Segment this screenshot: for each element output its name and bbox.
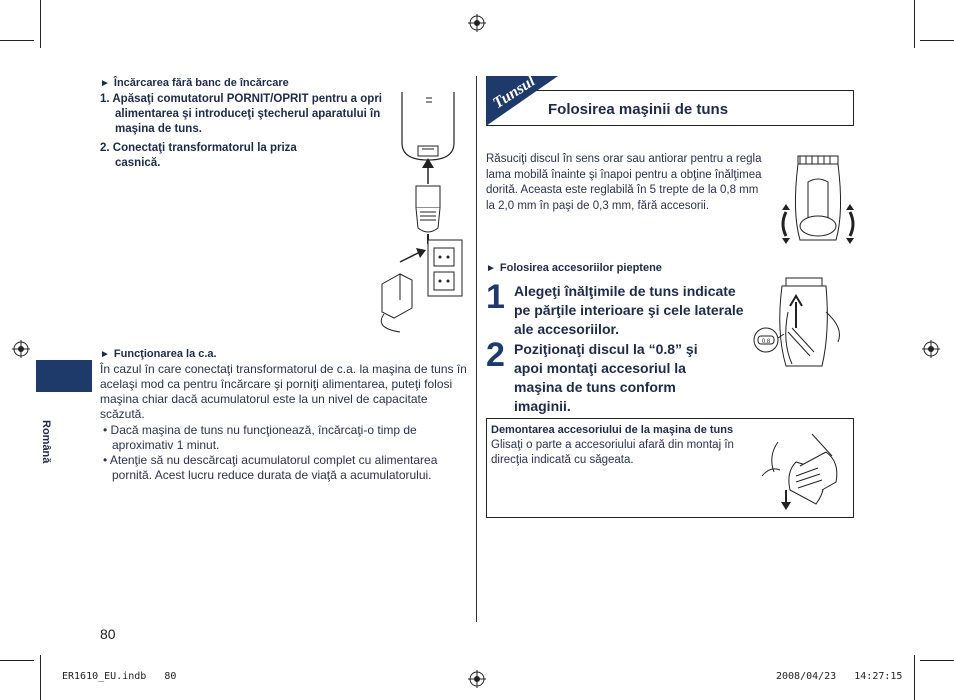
language-tab-label: Română [40, 420, 52, 464]
crop-mark [0, 660, 34, 661]
removal-heading: Demontarea accesoriului de la maşina de tuns [491, 424, 734, 436]
removal-illustration [756, 432, 850, 514]
step-1-text: Alegeţi înălţimile de tuns indicate pe părţile interioare şi cele laterale ale accesoriilor. [514, 283, 744, 337]
footer-timestamp: 2008/04/23 14:27:15 [776, 671, 903, 682]
crop-mark [914, 0, 915, 48]
ac-heading: ► Funcţionarea la c.a. [100, 348, 400, 360]
crop-mark [920, 40, 954, 41]
section-corner-label: Tunsul [490, 72, 539, 113]
clipper-dial-illustration [778, 152, 858, 248]
charging-illustration [370, 88, 470, 338]
column-divider [476, 76, 477, 622]
step-2-number: 2 [486, 336, 505, 374]
ac-paragraph: În cazul în care conectaţi transformatorul de c.a. la maşina de tuns în acelaşi mod ca pentru încărcare şi porniţi alimentarea, puteţi folosi maşina chiar dacă acumulatorul este la un nivel de capacitate scăzută. [100, 362, 467, 421]
registration-mark-icon [468, 670, 486, 688]
dial-label: 0.8 [761, 339, 771, 345]
crop-mark [40, 655, 41, 700]
ac-bullet-2: • Atenţie să nu descărcaţi acumulatorul complet cu alimentarea pornită. Acest lucru reduce durata de viaţă a acumulatorului. [103, 453, 438, 482]
step-1-number: 1 [486, 278, 505, 316]
crop-mark [40, 0, 41, 48]
page-number: 80 [100, 626, 116, 642]
comb-attach-illustration [752, 272, 848, 372]
comb-heading: ► Folosirea accesoriilor pieptene [486, 262, 766, 274]
charge-step-2: 2. Conectaţi transformatorul la priza casnică. [100, 142, 297, 169]
registration-mark-icon [922, 340, 940, 358]
charge-step-1: 1. Apăsaţi comutatorul PORNIT/OPRIT pentru a opri alimentarea şi introduceţi ştecherul aparatului în maşina de tuns. [100, 93, 382, 135]
charge-steps [100, 92, 382, 171]
step-2-text: Poziţionaţi discul la “0.8” şi apoi montaţi accesoriul la maşina de tuns conform imaginii. [514, 341, 698, 414]
crop-mark [0, 40, 34, 41]
language-tab [36, 360, 92, 392]
section-title: Folosirea maşinii de tuns [548, 101, 729, 118]
footer-file: ER1610_EU.indb 80 [62, 671, 177, 682]
removal-text: Glisaţi o parte a accesoriului afară din montaj în direcţia indicată cu săgeata. [491, 439, 734, 466]
intro-paragraph: Răsuciţi discul în sens orar sau antiorar pentru a regla lama mobilă înainte şi înapoi pentru a obţine înălţimea dorită. Aceasta este reglabilă în 5 trepte de la 0,8 mm la 2,0 mm în paşi de 0,3 mm, fără accesorii. [486, 153, 762, 212]
registration-mark-icon [12, 340, 30, 358]
ac-bullets [100, 423, 470, 483]
ac-bullet-1: • Dacă maşina de tuns nu funcţionează, încărcaţi-o timp de aproximativ 1 minut. [103, 423, 417, 452]
charge-heading: ► Încărcarea fără banc de încărcare [100, 77, 400, 89]
registration-mark-icon [468, 14, 486, 32]
crop-mark [920, 660, 954, 661]
crop-mark [914, 655, 915, 700]
